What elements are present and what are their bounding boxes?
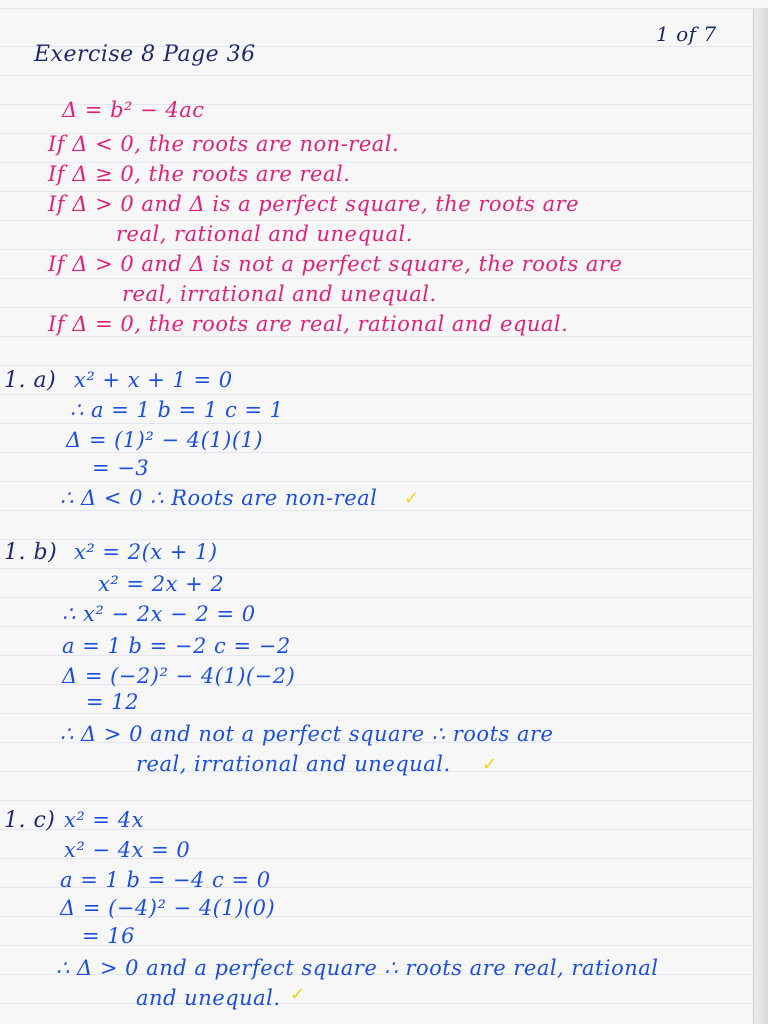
work-line: x² − 4x = 0 bbox=[64, 838, 191, 862]
work-line: x² = 4x bbox=[64, 808, 144, 832]
page-number: 1 of 7 bbox=[656, 22, 717, 46]
rule-negative: If Δ < 0, the roots are non-real. bbox=[48, 132, 400, 156]
conclusion-line: ∴ Δ > 0 and a perfect square ∴ roots are real, rational bbox=[56, 956, 659, 980]
rule-zero: If Δ = 0, the roots are real, rational and equal. bbox=[48, 312, 569, 336]
work-line: x² = 2x + 2 bbox=[98, 572, 225, 596]
rule-positive-nonsquare-cont: real, irrational and unequal. bbox=[122, 282, 437, 306]
work-line: x² = 2(x + 1) bbox=[74, 540, 218, 564]
check-mark-icon: ✓ bbox=[404, 488, 420, 509]
conclusion-line: ∴ Δ > 0 and not a perfect square ∴ roots are bbox=[60, 722, 554, 746]
page-title: Exercise 8 Page 36 bbox=[34, 42, 256, 67]
problem-label: 1. b) bbox=[4, 540, 58, 565]
work-line: x² + x + 1 = 0 bbox=[74, 368, 233, 392]
work-line: ∴ x² − 2x − 2 = 0 bbox=[62, 602, 256, 626]
work-line: = 12 bbox=[86, 690, 139, 714]
rule-nonnegative: If Δ ≥ 0, the roots are real. bbox=[48, 162, 351, 186]
work-line: ∴ a = 1 b = 1 c = 1 bbox=[70, 398, 284, 422]
conclusion-line: ∴ Δ < 0 ∴ Roots are non-real bbox=[60, 486, 378, 510]
problem-label: 1. a) bbox=[4, 368, 57, 393]
rule-positive-square-cont: real, rational and unequal. bbox=[116, 222, 413, 246]
work-line: = −3 bbox=[92, 456, 150, 480]
work-line: = 16 bbox=[82, 924, 135, 948]
rule-positive-nonsquare: If Δ > 0 and Δ is not a perfect square, the roots are bbox=[48, 252, 623, 276]
conclusion-line: real, irrational and unequal. bbox=[136, 752, 451, 776]
conclusion-line: and unequal. bbox=[136, 986, 281, 1010]
work-line: a = 1 b = −4 c = 0 bbox=[60, 868, 271, 892]
work-line: Δ = (−4)² − 4(1)(0) bbox=[60, 896, 276, 920]
rule-formula: Δ = b² − 4ac bbox=[62, 98, 205, 122]
work-line: Δ = (1)² − 4(1)(1) bbox=[66, 428, 264, 452]
page-edge bbox=[753, 8, 768, 1024]
rule-positive-square: If Δ > 0 and Δ is a perfect square, the roots are bbox=[48, 192, 580, 216]
check-mark-icon: ✓ bbox=[482, 754, 498, 775]
work-line: Δ = (−2)² − 4(1)(−2) bbox=[62, 664, 296, 688]
problem-label: 1. c) bbox=[4, 808, 56, 833]
check-mark-icon: ✓ bbox=[290, 984, 306, 1005]
work-line: a = 1 b = −2 c = −2 bbox=[62, 634, 291, 658]
